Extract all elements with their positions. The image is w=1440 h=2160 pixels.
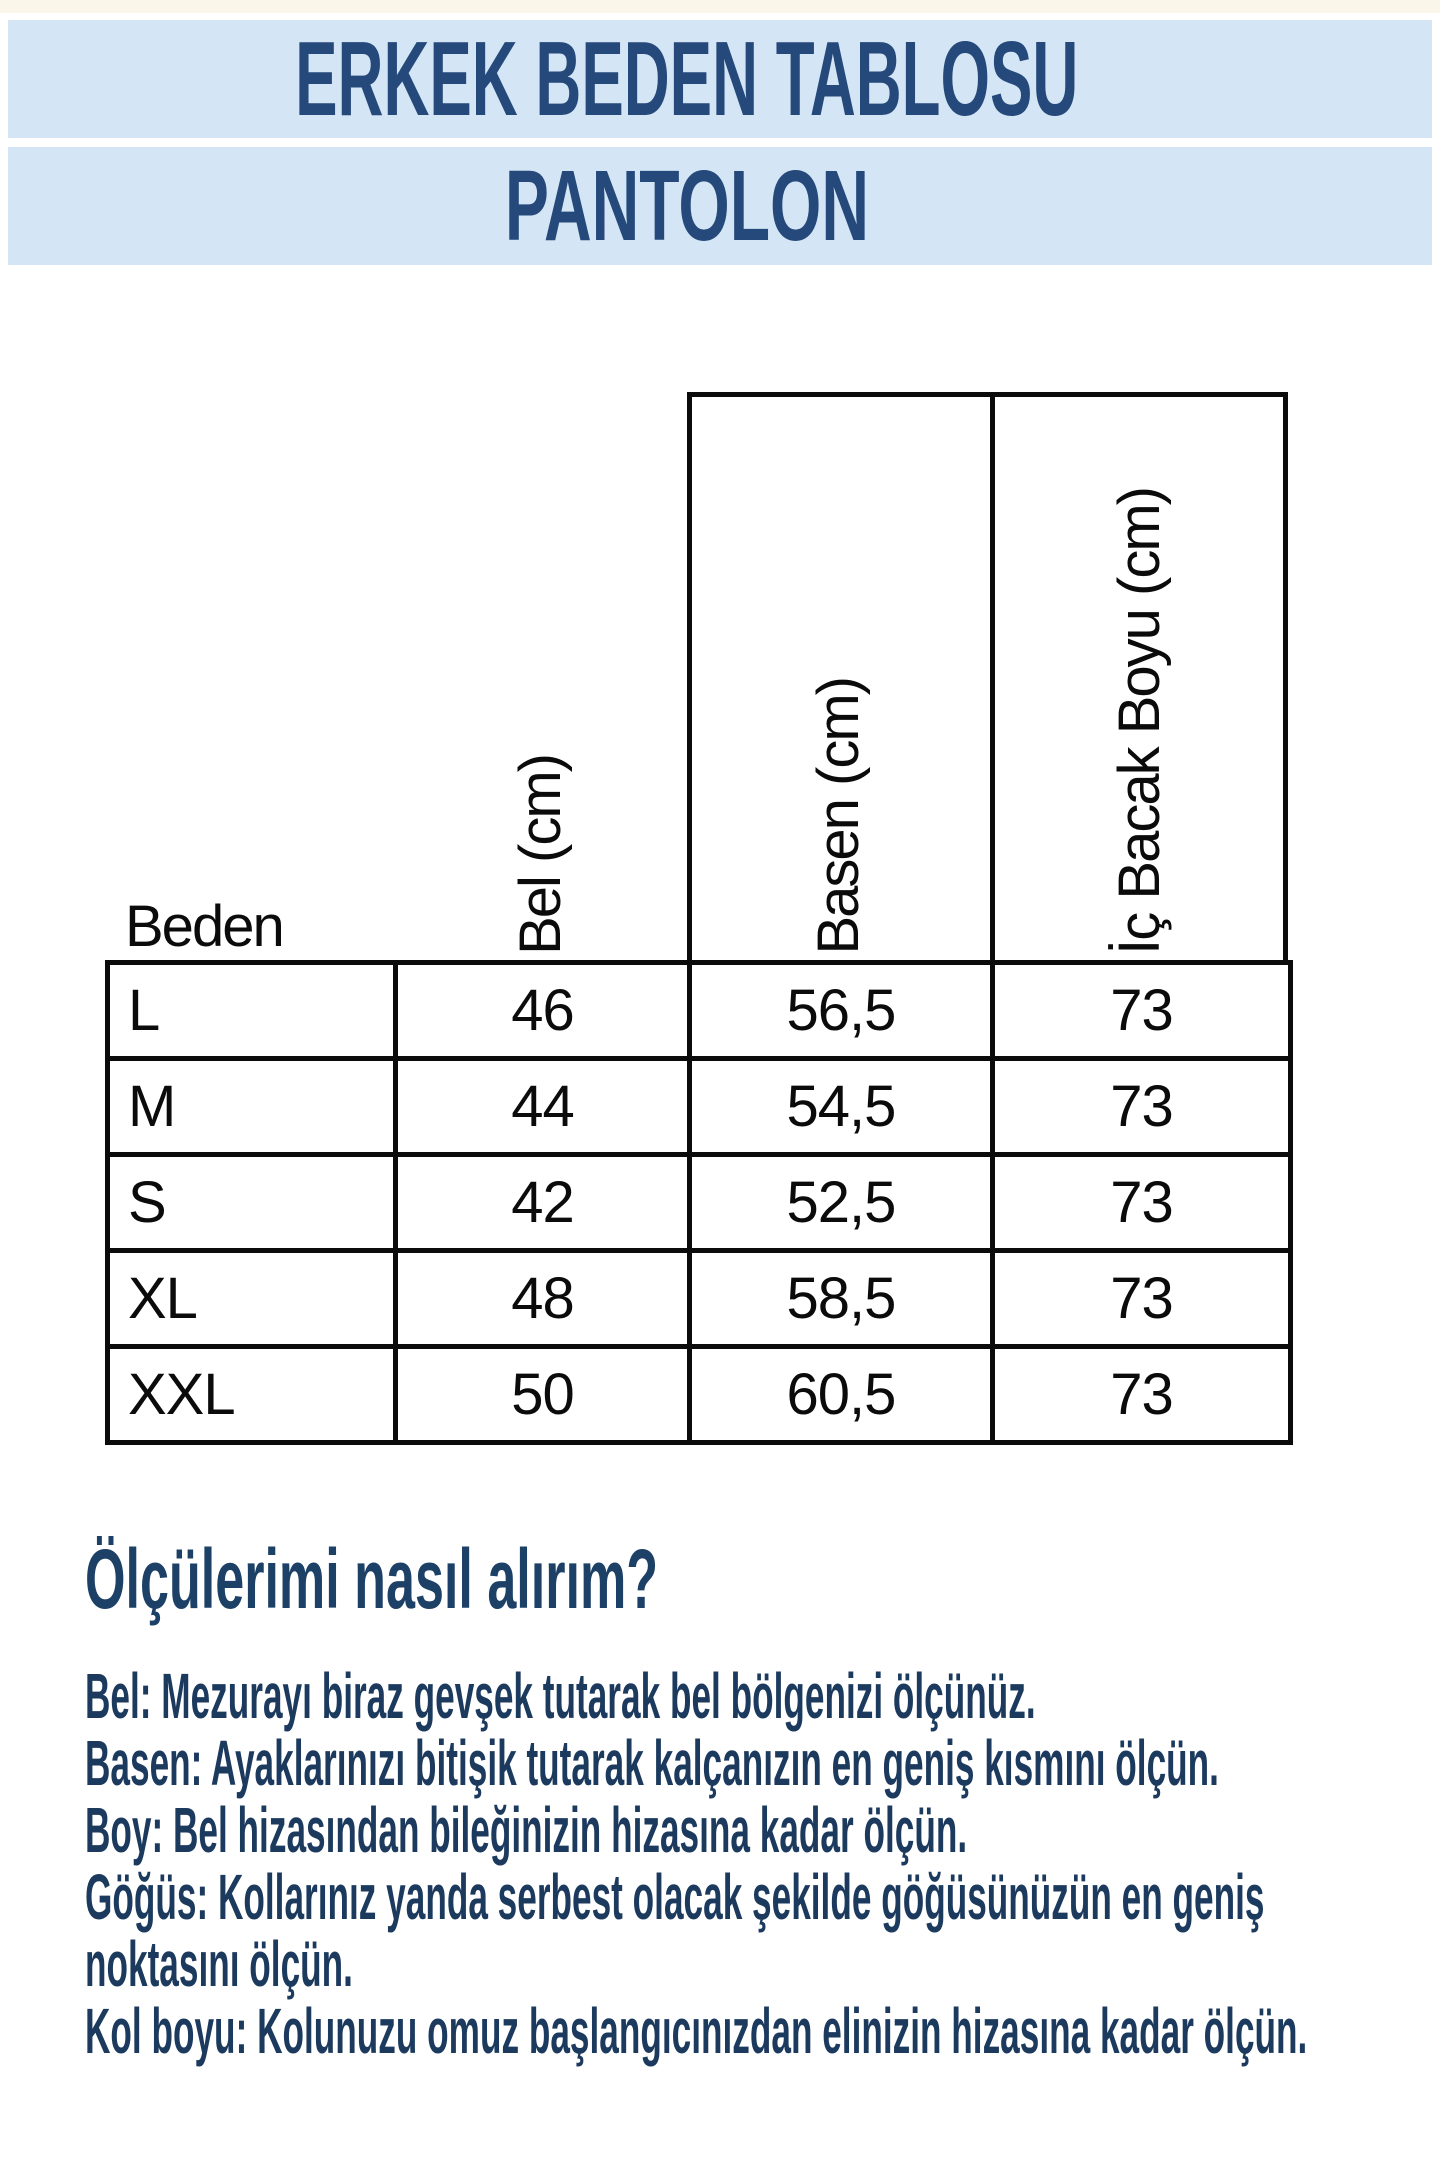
bel-value: 42 bbox=[396, 1155, 690, 1251]
table-row bbox=[108, 1155, 1291, 1251]
size-cell: S bbox=[108, 1155, 396, 1251]
guide-line-boy: Boy: Bel hizasından bileğinizin hizasına kadar ölçün. bbox=[85, 1794, 968, 1866]
guide-heading: Ölçülerimi nasıl alırım? bbox=[85, 1532, 659, 1626]
table-row bbox=[108, 1059, 1291, 1155]
basen-value: 52,5 bbox=[690, 1155, 993, 1251]
column-header-basen bbox=[687, 404, 990, 955]
guide-line-bel: Bel: Mezurayı biraz gevşek tutarak bel bölgenizi ölçünüz. bbox=[85, 1660, 1036, 1732]
size-cell: XXL bbox=[108, 1347, 396, 1443]
subtitle-banner bbox=[8, 147, 1432, 265]
basen-value: 60,5 bbox=[690, 1347, 993, 1443]
column-header-ic-bacak-label: İç Bacak Boyu (cm) bbox=[1106, 488, 1172, 955]
table-row bbox=[108, 1347, 1291, 1443]
column-header-bel bbox=[393, 404, 687, 955]
size-cell: XL bbox=[108, 1251, 396, 1347]
basen-value: 56,5 bbox=[690, 963, 993, 1059]
guide-line-basen: Basen: Ayaklarınızı bitişik tutarak kalçanızın en geniş kısmını ölçün. bbox=[85, 1727, 1219, 1799]
page-title: ERKEK BEDEN TABLOSU bbox=[295, 19, 1079, 138]
size-cell: M bbox=[108, 1059, 396, 1155]
guide-line-gogus-wrap: noktasını ölçün. bbox=[85, 1928, 353, 2000]
bel-value: 50 bbox=[396, 1347, 690, 1443]
column-header-bel-label: Bel (cm) bbox=[507, 755, 573, 955]
guide-line-kol-boyu: Kol boyu: Kolunuzu omuz başlangıcınızdan elinizin hizasına kadar ölçün. bbox=[85, 1995, 1308, 2067]
column-header-ic-bacak bbox=[990, 404, 1288, 955]
ic-bacak-value: 73 bbox=[993, 1347, 1291, 1443]
guide-line-gogus: Göğüs: Kollarınız yanda serbest olacak şekilde göğüsünüzün en geniş bbox=[85, 1861, 1265, 1933]
ic-bacak-value: 73 bbox=[993, 1155, 1291, 1251]
corner-label-beden: Beden bbox=[125, 894, 283, 959]
column-header-basen-label: Basen (cm) bbox=[806, 678, 871, 955]
ic-bacak-value: 73 bbox=[993, 1059, 1291, 1155]
ic-bacak-value: 73 bbox=[993, 963, 1291, 1059]
ic-bacak-value: 73 bbox=[993, 1251, 1291, 1347]
basen-value: 54,5 bbox=[690, 1059, 993, 1155]
title-banner bbox=[8, 20, 1432, 138]
basen-value: 58,5 bbox=[690, 1251, 993, 1347]
page-top-strip bbox=[0, 0, 1440, 13]
page-subtitle: PANTOLON bbox=[504, 149, 870, 262]
bel-value: 44 bbox=[396, 1059, 690, 1155]
size-table bbox=[105, 960, 1293, 1445]
bel-value: 46 bbox=[396, 963, 690, 1059]
bel-value: 48 bbox=[396, 1251, 690, 1347]
table-row bbox=[108, 963, 1291, 1059]
table-row bbox=[108, 1251, 1291, 1347]
size-cell: L bbox=[108, 963, 396, 1059]
